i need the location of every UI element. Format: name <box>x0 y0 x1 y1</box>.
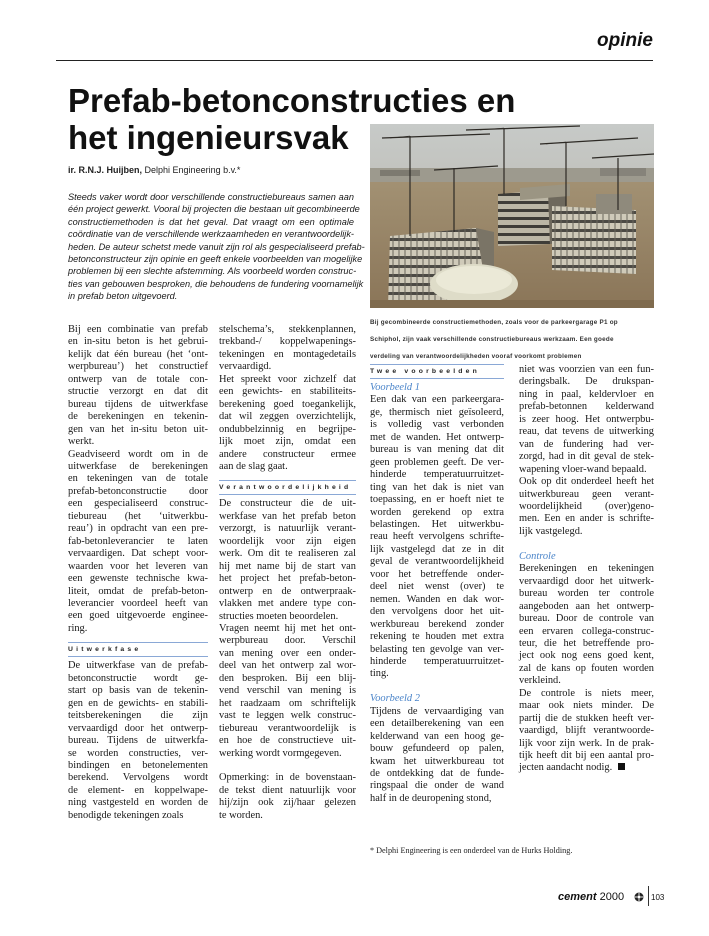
paragraph <box>68 324 208 635</box>
body-column-4 <box>519 364 654 775</box>
text-line: de berekeningen en tekenin- <box>68 411 208 423</box>
text-line: structie verzorgt en dat dit <box>68 386 208 398</box>
text-line: start op basis van de tekenin- <box>68 685 208 697</box>
issue-year: 2000 <box>599 891 625 903</box>
text-line: reau’) in opdracht van een pre- <box>68 523 208 535</box>
text-line: hinderde temperatuurruitzet- <box>370 655 504 667</box>
text-line: bureau. Tijdens de uitwerkfa- <box>68 735 208 747</box>
text-line: men. Een en ander is schrifte- <box>519 513 654 525</box>
text-line: bureau is van mening dat dit <box>370 444 504 456</box>
text-line: woordelijkheid (over)geno- <box>519 500 654 512</box>
text-line: vaardigd, blijft verantwoorde- <box>519 725 654 737</box>
text-line: Steeds vaker wordt door verschillende constructiebureaus samen aan <box>68 192 354 202</box>
text-line: is zeer hoog. Het ontwerpbu- <box>519 413 654 425</box>
text-line: betonconstructie wordt ge- <box>68 672 208 684</box>
text-line: hij/zijn ook zij/haar gelezen <box>219 797 356 809</box>
subheading-verantwoordelijkheid: Verantwoordelijkheid <box>219 480 356 495</box>
text-line: werpbureau’) het constructief <box>68 361 208 373</box>
text-line: belasting ten gevolge van ver- <box>370 643 504 655</box>
text-line: betonconstructeur zijn opinie en geeft enkele voorbeelden van mogelijke <box>68 254 363 265</box>
text-line: teitsberekeningen die zijn <box>68 710 208 722</box>
text-line: structies moeten beoordelen. <box>219 610 339 622</box>
text-line: De controle is niets meer, <box>519 687 654 699</box>
text-line: trekband-/ koppelwapenings- <box>219 336 356 348</box>
text-line: de tekst dient natuurlijk voor <box>219 784 356 796</box>
text-line: De constructeur die de uit- <box>219 498 356 510</box>
body-column-1 <box>68 324 208 822</box>
text-line: teur, die het betreffende pro- <box>519 637 654 649</box>
text-line: te worden. <box>219 809 263 821</box>
text-line: de element- en koppelwape- <box>68 784 208 796</box>
text-line: jecten aandacht nodig. <box>519 762 654 774</box>
body-column-2 <box>219 324 356 822</box>
text-line: bouw gefundeerd op palen, <box>370 743 504 755</box>
text-line: vervaardigd door het uitwerk- <box>519 575 654 587</box>
text-line: uitwerkfase de berekeningen <box>68 460 208 472</box>
text-line: bureau tijdens de uitwerkfase <box>68 398 208 410</box>
text-line: uitwerkbureau geen verant- <box>519 488 654 500</box>
text-line: ning in paal, keldervloer en <box>519 388 654 400</box>
end-mark-icon <box>618 763 625 770</box>
text-line: liteit, omdat de prefab-beton- <box>68 585 208 597</box>
text-line: ontwerp van de totale con- <box>68 373 208 385</box>
text-line: benodigde tekeningen zoals <box>68 809 184 821</box>
header-rule <box>56 60 653 61</box>
paragraph <box>219 498 356 760</box>
text-line: bureau worden ter controle <box>519 588 654 600</box>
text-line: en hoe de constructieve uit- <box>219 735 356 747</box>
text-line: de ontdekking dat de funde- <box>370 768 504 780</box>
text-line: een gewenste technische kwa- <box>68 573 208 585</box>
text-line: leverancier voordeel heeft van <box>68 597 208 609</box>
text-line: ject ook nog eens goed kent, <box>519 650 654 662</box>
paragraph <box>370 706 504 806</box>
text-line: den besproken. Bij een blij- <box>219 672 356 684</box>
text-line: ning vastgesteld en worden de <box>68 797 208 809</box>
text-line: vend verschil van mening is <box>219 685 356 697</box>
text-line: Opmerking: in de bovenstaan- <box>219 772 356 784</box>
text-line: berekend. Vervolgens wordt <box>68 772 208 784</box>
text-line: kelderwand van een hoog ge- <box>370 730 504 742</box>
text-line: en in-situ beton is het gebrui- <box>68 336 208 348</box>
text-line: lijk voor zijn werk. In de prak- <box>519 737 654 749</box>
text-line: geval de verantwoordelijkheid <box>370 556 504 568</box>
text-line: geen problemen geeft. De ver- <box>370 456 504 468</box>
text-line: bindingen en betonelementen <box>68 759 208 771</box>
text-line: vast te leggen welk construc- <box>219 710 356 722</box>
paragraph <box>370 394 504 680</box>
intro-text <box>68 191 365 303</box>
text-line: ties van gebouwen besproken, die behoudens de fundering voornamelijk <box>68 278 364 289</box>
text-line: coördinatie van de verschillende werkzaamheden en verantwoordelijk- <box>68 229 354 240</box>
text-line: deel niet wenst (over) te <box>370 581 504 593</box>
text-line: werkt. <box>68 436 95 448</box>
text-line: prefab-betonnen kelderwand <box>519 401 654 413</box>
text-line: een gespecialiseerd construc- <box>68 498 208 510</box>
text-line: Bij gecombineerde constructiemethoden, zoals voor de parkeergarage P1 op <box>370 319 618 326</box>
text-line: berekening goed toegankelijk, <box>219 398 356 410</box>
magazine-name: cement 2000 <box>558 891 625 903</box>
cement-logo-icon <box>634 892 644 902</box>
text-line: werkbureau berekend zonder <box>370 618 504 630</box>
text-line: ringspaal die onder de wand <box>370 780 504 792</box>
text-line: stelschema’s, stekkenplannen, <box>219 324 356 335</box>
text-line: lijk moet zijn, omdat een <box>219 436 356 448</box>
text-line: reau, dat tevens de uitwerking <box>519 426 654 438</box>
subheading-twee-voorbeelden: Twee voorbeelden <box>370 364 504 379</box>
subheading-uitwerkfase: Uitwerkfase <box>68 642 208 657</box>
text-line: het project het prefab-beton- <box>219 573 356 585</box>
byline <box>68 165 240 175</box>
text-line: worden gerekend op extra <box>370 506 504 518</box>
text-line: Tijdens de vervaardiging van <box>370 705 504 717</box>
text-line: deringsbalk. De drukspan- <box>519 376 654 388</box>
text-line: één project gewerkt. Vooral bij projecten die bestaan uit gecombineerde <box>68 204 360 215</box>
footer-divider <box>648 886 649 906</box>
text-line: dat wil zeggen overzichtelijk, <box>219 411 356 423</box>
text-line: een gewichts- en stabiliteits- <box>219 386 356 398</box>
text-line: voor het betreffende onder- <box>370 568 504 580</box>
text-line: aangeboden aan het ontwerp- <box>519 600 654 612</box>
text-line: vervaardigd. <box>219 361 272 373</box>
text-line: deel van het ontwerp zal wor- <box>219 660 356 672</box>
text-line: Het spreekt voor zichzelf dat <box>219 373 356 385</box>
text-line: constructiemethoden is dat het geval. Dat vraagt om een optimale <box>68 216 354 227</box>
text-line: nemen. Wanden en dak wor- <box>370 593 504 605</box>
text-line: zorgd, had in dit geval de stek- <box>519 451 654 463</box>
paragraph <box>519 563 654 775</box>
text-line: ting. <box>370 668 389 680</box>
text-line: Bij een combinatie van prefab <box>68 324 208 335</box>
text-line: lijk vastgelegd. <box>519 525 583 537</box>
text-line: werk. Om dit te realiseren zal <box>219 548 356 560</box>
text-line: hij met name bij de start van <box>219 560 356 572</box>
text-line: ge, thermisch niet geïsoleerd, <box>370 406 504 418</box>
text-line: belastingen. Het uitwerkbu- <box>370 518 504 530</box>
author-organization: Delphi Engineering b.v.* <box>144 165 241 175</box>
text-line: van de fundering had ver- <box>519 438 654 450</box>
text-line: het raadzaam om schriftelijk <box>219 697 356 709</box>
text-line: verzorgt, is natuurlijk verant- <box>219 523 356 535</box>
text-line: een goed uitgevoerde enginee- <box>68 610 208 622</box>
text-line: van mening over een onder- <box>219 647 356 659</box>
text-line: ondubbelzinnig en begrijpe- <box>219 423 356 435</box>
text-line: ting van het dak is niet van <box>370 481 504 493</box>
text-line: rekening te houden met extra <box>370 631 504 643</box>
paragraph <box>519 364 654 538</box>
page-number: 103 <box>651 893 665 902</box>
construction-photo <box>370 124 654 308</box>
body-column-3 <box>370 364 504 805</box>
subheading-controle: Controle <box>519 550 556 562</box>
text-line: wapening vloer-wand bepaald. <box>519 463 647 475</box>
text-line: werking wordt vormgegeven. <box>219 747 342 759</box>
text-line: werkfase van het prefab beton <box>219 510 356 522</box>
text-line: maar ook niets minder. De <box>519 700 654 712</box>
text-line: half in de deuropening stond, <box>370 792 492 804</box>
text-line: en tekeningen van de totale <box>68 473 208 485</box>
text-line: fab-betonleverancier te laten <box>68 535 208 547</box>
text-line: verdeling van verantwoordelijkheden vooraf voorkomt problemen <box>370 353 582 360</box>
text-line: ring. <box>68 622 88 634</box>
text-line: partij die de stukken heeft ver- <box>519 712 654 724</box>
subheading-voorbeeld-1: Voorbeeld 1 <box>370 382 420 393</box>
author-name: ir. R.N.J. Huijben, <box>68 165 143 175</box>
text-line: andere constructeur ermee <box>219 448 356 460</box>
text-line: een detailberekening van een <box>370 718 504 730</box>
footnote: * Delphi Engineering is een onderdeel van de Hurks Holding. <box>370 846 573 855</box>
text-line: woordelijk voor zijn eigen <box>219 535 356 547</box>
text-line: problemen bij een slechte afstemming. Als voorbeeld worden construc- <box>68 266 357 277</box>
text-line: Een dak van een parkeergara- <box>370 394 504 406</box>
text-line: een ervaren collega-construc- <box>519 625 654 637</box>
text-line: Ook op dit onderdeel heeft het <box>519 476 654 488</box>
text-line: tijk heeft dit bij een aantal pro- <box>519 750 654 762</box>
paragraph <box>219 324 356 473</box>
text-line: gen en de gewichts- en stabili- <box>68 697 208 709</box>
section-label: opinie <box>597 30 653 51</box>
text-line: vlakken met andere type con- <box>219 598 356 610</box>
text-line: Geadviseerd wordt om in de <box>68 448 208 460</box>
text-line: toepassing, en er hoeft niet te <box>370 494 504 506</box>
text-line: prefab-betonconstructie door <box>68 485 208 497</box>
text-line: verkleind. <box>519 675 561 687</box>
text-line: zal de kans op fouten worden <box>519 662 654 674</box>
text-line: se worden constructies, ver- <box>68 747 208 759</box>
text-line: tiebureau (het ‘uitwerkbu- <box>68 510 208 522</box>
text-line: gen van het in-situ beton uit- <box>68 423 208 435</box>
text-line: tekeningen en montagedetails <box>219 348 356 360</box>
text-line: ontwerp en de ontwerpraak- <box>219 585 356 597</box>
photo-caption <box>370 314 654 365</box>
text-line: niet was voorzien van een fun- <box>519 364 654 375</box>
text-line: kwam het uitwerkbureau tot <box>370 755 504 767</box>
subheading-voorbeeld-2: Voorbeeld 2 <box>370 693 420 705</box>
text-line: Berekeningen en tekeningen <box>519 563 654 575</box>
text-line: Vragen neemt hij met het ont- <box>219 622 356 634</box>
text-line: met de wanden. Het ontwerp- <box>370 431 504 443</box>
paragraph <box>68 660 208 822</box>
text-line: De uitwerkfase van de prefab- <box>68 660 208 672</box>
text-line: reau heeft vervolgens schrifte- <box>370 531 504 543</box>
text-line: vervaardigd door het ontwerp- <box>68 722 208 734</box>
text-line: lijk vastgelegd dat ze in dit <box>370 543 504 555</box>
text-line: werpbureau door. Verschil <box>219 635 356 647</box>
text-line: bureau. Door de controle van <box>519 613 654 625</box>
text-line: in prefab beton uitgevoerd. <box>68 291 178 302</box>
text-line: waarden voor het leveren van <box>68 560 208 572</box>
text-line: kelijk dat één bureau (het ‘ont- <box>68 348 208 360</box>
article-title: Prefab-betonconstructies en het ingenieursvak <box>68 82 516 156</box>
text-line: vervaardigen. Dat schept voor- <box>68 548 208 560</box>
text-line: heden. De auteur schetst mede vanuit zijn rol als gespecialiseerd prefab- <box>68 241 365 252</box>
text-line: aan de slag gaat. <box>219 460 288 472</box>
text-line: den vervolgens door het uit- <box>370 606 504 618</box>
text-line: is volledig vast verbonden <box>370 419 504 431</box>
text-line: tiebureau verantwoordelijk is <box>219 722 356 734</box>
remark-paragraph <box>219 772 356 822</box>
text-line: hinderde temperatuurruitzet- <box>370 469 504 481</box>
text-line: Schiphol, zijn vaak verschillende constructiebureaus werkzaam. Een goede <box>370 336 614 343</box>
